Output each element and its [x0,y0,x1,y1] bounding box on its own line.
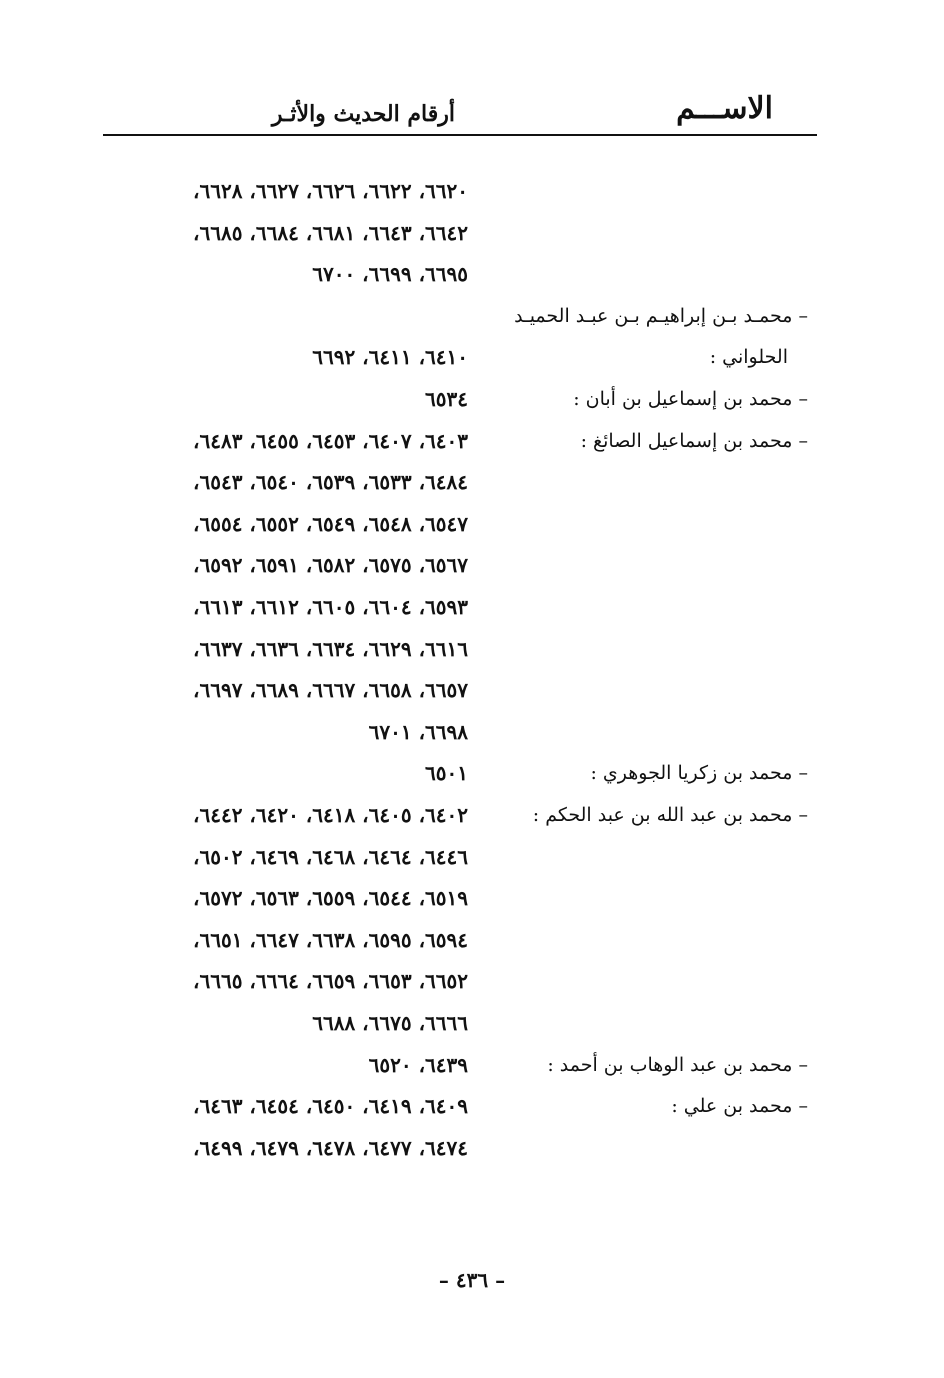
entry-numbers: ٦٥٠١ [425,761,468,785]
entry-name: الحلواني : [709,346,788,368]
entry-numbers: ٦٤٧٤، ٦٤٧٧، ٦٤٧٨، ٦٤٧٩، ٦٤٩٩، [193,1136,468,1160]
index-row [0,925,944,967]
entry-numbers: ٦٥٩٣، ٦٦٠٤، ٦٦٠٥، ٦٦١٢، ٦٦١٣، [193,595,468,619]
entry-numbers: ٦٦٩٥، ٦٦٩٩، ٦٧٠٠ [312,262,468,286]
index-row [0,426,944,468]
index-row [0,800,944,842]
index-row [0,467,944,509]
entry-name: – محمد بن علي : [671,1095,808,1117]
entry-name: – محمد بن زكريا الجوهري : [590,762,808,784]
index-row [0,259,944,301]
entry-numbers: ٦٤٠٣، ٦٤٠٧، ٦٤٥٣، ٦٤٥٥، ٦٤٨٣، [193,429,468,453]
index-row [0,509,944,551]
index-row [0,1133,944,1175]
entry-numbers: ٦٦٢٠، ٦٦٢٢، ٦٦٢٦، ٦٦٢٧، ٦٦٢٨، [193,179,468,203]
index-row [0,592,944,634]
index-row [0,384,944,426]
entry-name: – محمد بن إسماعيل بن أبان : [573,388,808,410]
entry-numbers: ٦٦٦٦، ٦٦٧٥، ٦٦٨٨ [312,1011,468,1035]
entry-numbers: ٦٥٦٧، ٦٥٧٥، ٦٥٨٢، ٦٥٩١، ٦٥٩٢، [193,553,468,577]
numbers-column-title: أرقام الحديث والأثـر [271,101,455,127]
index-row [0,883,944,925]
entry-numbers: ٦٥٤٧، ٦٥٤٨، ٦٥٤٩، ٦٥٥٢، ٦٥٥٤، [193,512,468,536]
entry-numbers: ٦٦٥٢، ٦٦٥٣، ٦٦٥٩، ٦٦٦٤، ٦٦٦٥، [193,969,468,993]
entry-name: – محمد بن إسماعيل الصائغ : [580,430,808,452]
page-number: – ٤٣٦ – [438,1268,506,1292]
index-row [0,1091,944,1133]
entry-numbers: ٦٦٩٨، ٦٧٠١ [368,720,468,744]
index-row [0,758,944,800]
index-row [0,842,944,884]
entry-numbers: ٦٤١٠، ٦٤١١، ٦٦٩٢ [312,345,468,369]
entry-numbers: ٦٦١٦، ٦٦٢٩، ٦٦٣٤، ٦٦٣٦، ٦٦٣٧، [193,637,468,661]
entry-name: – محمـد بـن إبراهيـم بـن عبـد الحميـد [514,305,808,327]
index-row [0,1008,944,1050]
entry-numbers: ٦٦٤٢، ٦٦٤٣، ٦٦٨١، ٦٦٨٤، ٦٦٨٥، [193,221,468,245]
entry-numbers: ٦٥٣٤ [425,387,468,411]
entry-numbers: ٦٥٩٤، ٦٥٩٥، ٦٦٣٨، ٦٦٤٧، ٦٦٥١، [193,928,468,952]
entry-numbers: ٦٥١٩، ٦٥٤٤، ٦٥٥٩، ٦٥٦٣، ٦٥٧٢، [193,886,468,910]
index-row [0,218,944,260]
entry-name: – محمد بن عبد الله بن عبد الحكم : [532,804,808,826]
index-row [0,675,944,717]
entry-numbers: ٦٤٨٤، ٦٥٣٣، ٦٥٣٩، ٦٥٤٠، ٦٥٤٣، [193,470,468,494]
entry-numbers: ٦٤٠٩، ٦٤١٩، ٦٤٥٠، ٦٤٥٤، ٦٤٦٣، [193,1094,468,1118]
index-row [0,550,944,592]
entry-numbers: ٦٤٤٦، ٦٤٦٤، ٦٤٦٨، ٦٤٦٩، ٦٥٠٢، [193,845,468,869]
index-row [0,1050,944,1092]
index-row [0,966,944,1008]
entry-numbers: ٦٤٣٩، ٦٥٢٠ [368,1053,468,1077]
index-row [0,717,944,759]
name-column-title: الاســـم [676,91,773,126]
index-row [0,176,944,218]
index-row [0,342,944,384]
entry-numbers: ٦٤٠٢، ٦٤٠٥، ٦٤١٨، ٦٤٢٠، ٦٤٤٢، [193,803,468,827]
entry-numbers: ٦٦٥٧، ٦٦٥٨، ٦٦٦٧، ٦٦٨٩، ٦٦٩٧، [193,678,468,702]
index-row [0,634,944,676]
entry-name: – محمد بن عبد الوهاب بن أحمد : [547,1054,808,1076]
index-row [0,301,944,343]
